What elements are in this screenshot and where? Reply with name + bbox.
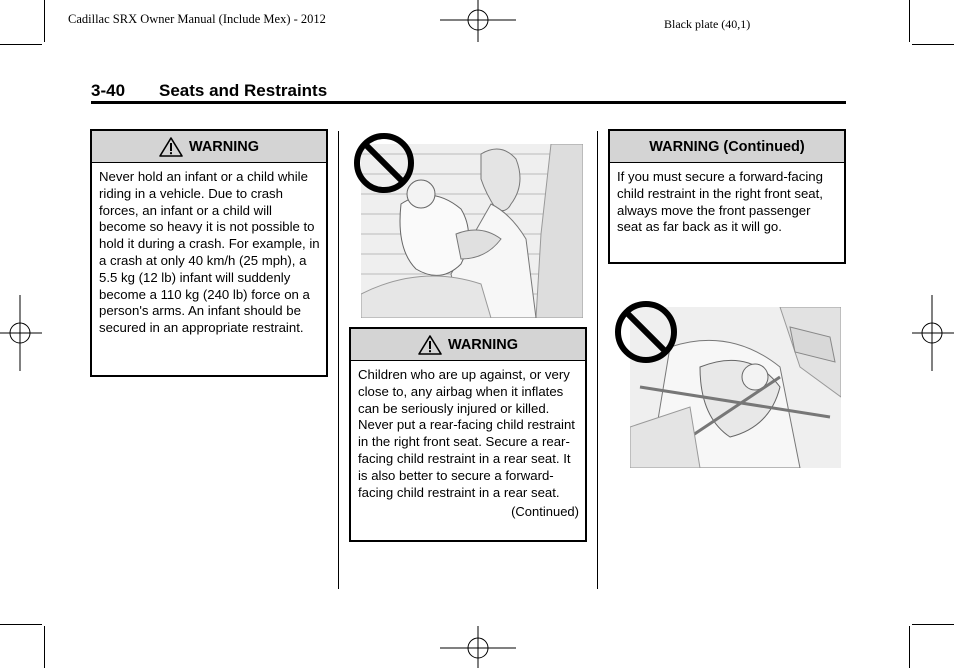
no-symbol-icon bbox=[614, 300, 678, 364]
warning-header bbox=[610, 131, 844, 163]
warning-header bbox=[351, 329, 585, 361]
continued-label: (Continued) bbox=[511, 504, 579, 520]
crop-mark bbox=[44, 626, 45, 668]
warning-triangle-icon bbox=[418, 335, 442, 355]
section-heading bbox=[91, 81, 327, 101]
warning-box-infant bbox=[90, 129, 328, 377]
warning-box-airbag bbox=[349, 327, 587, 542]
warning-text: If you must secure a forward-facing child restraint in the right front seat, always move the front passenger seat as far back as it will go. bbox=[617, 169, 823, 235]
warning-title: WARNING bbox=[188, 138, 260, 155]
crop-mark bbox=[0, 44, 42, 45]
no-symbol-icon bbox=[353, 132, 415, 194]
page-number: 3-40 bbox=[91, 81, 126, 100]
registration-mark-icon bbox=[440, 0, 516, 42]
crop-mark bbox=[44, 0, 45, 42]
registration-mark-icon bbox=[912, 295, 954, 371]
registration-mark-icon bbox=[0, 295, 42, 371]
heading-rule bbox=[91, 101, 846, 104]
column-divider bbox=[338, 131, 339, 589]
plate-label: Black plate (40,1) bbox=[664, 17, 751, 31]
warning-title: WARNING bbox=[447, 336, 519, 353]
column-divider bbox=[597, 131, 598, 589]
warning-box-continued bbox=[608, 129, 846, 264]
registration-mark-icon bbox=[440, 626, 516, 668]
crop-mark bbox=[912, 624, 954, 625]
warning-text: Never hold an infant or a child while riding in a vehicle. Due to crash forces, an infant or a child will become so heavy it is not possible to hold it during a crash. For example, in a crash at only 40 km/h (25 mph), a 5.5 kg (12 lb) infant will suddenly become a 110 kg (240 lb) force on a person's arms. An infant should be secured in an appropriate restraint. bbox=[99, 169, 320, 336]
crop-mark bbox=[909, 0, 910, 42]
manual-title: Cadillac SRX Owner Manual (Include Mex) - 2012 bbox=[68, 12, 326, 26]
crop-mark bbox=[909, 626, 910, 668]
section-title: Seats and Restraints bbox=[159, 81, 328, 100]
warning-header bbox=[92, 131, 326, 163]
crop-mark bbox=[912, 44, 954, 45]
warning-text: Children who are up against, or very close to, any airbag when it inflates can be seriously injured or killed. Never put a rear-facing child restraint in the right front seat. Secure a rear-facing child restraint in a rear seat. It is also better to secure a forward-facing child restraint in a rear seat. bbox=[358, 367, 575, 500]
warning-triangle-icon bbox=[159, 137, 183, 157]
crop-mark bbox=[0, 624, 42, 625]
warning-title: WARNING (Continued) bbox=[649, 138, 805, 155]
